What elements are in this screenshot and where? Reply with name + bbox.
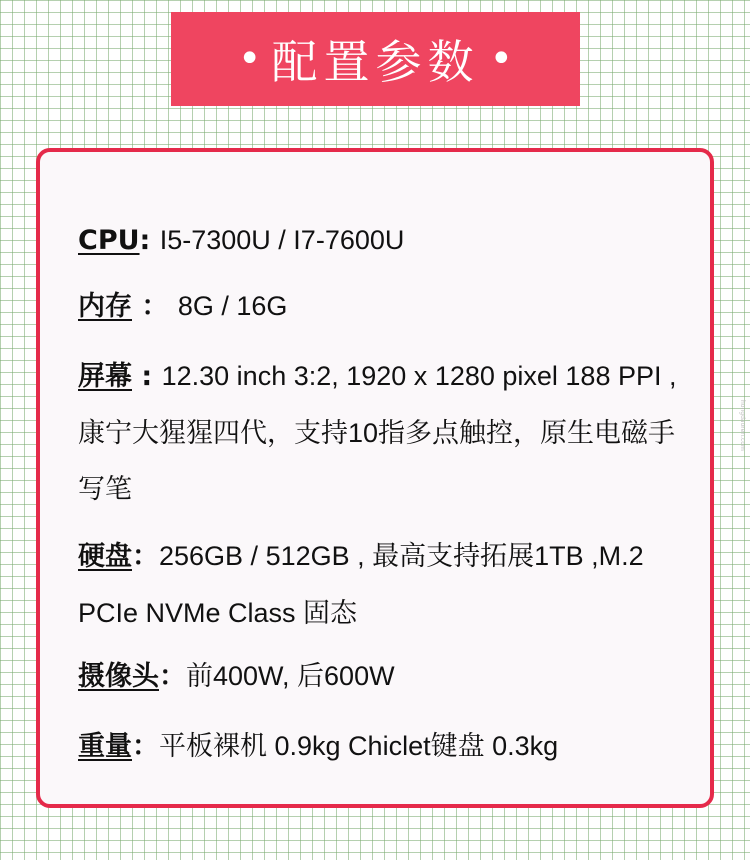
- spec-label: 硬盘: [78, 541, 132, 572]
- spec-separator: ：: [132, 541, 159, 572]
- spec-value: 前400W, 后600W: [186, 661, 395, 691]
- page-title: 配置参数: [271, 35, 480, 89]
- spec-weight: [78, 718, 678, 775]
- spec-label: 内存: [78, 291, 132, 322]
- spec-label: 摄像头: [78, 661, 159, 692]
- spec-label: 屏幕: [78, 361, 132, 392]
- spec-value: 12.30 inch 3:2, 1920 x 1280 pixel 188 PPI ,康宁大猩猩四代，支持10指多点触控，原生电磁手写笔: [78, 361, 677, 504]
- spec-screen: [78, 348, 678, 517]
- spec-separator: ：: [132, 291, 178, 322]
- spec-value: 8G / 16G: [177, 291, 288, 321]
- spec-separator: ：: [159, 661, 186, 692]
- spec-value: 256GB / 512GB , 最高支持拓展1TB ,M.2 PCIe NVMe Class 固态: [78, 541, 644, 628]
- title-left-dot: •: [237, 36, 262, 82]
- spec-value: I5-7300U / I7-7600U: [159, 225, 405, 255]
- spec-storage: [78, 528, 678, 641]
- spec-separator: :: [132, 361, 162, 392]
- spec-label: CPU: [78, 225, 140, 256]
- spec-cpu: [78, 212, 678, 269]
- spec-panel: [36, 148, 714, 808]
- spec-value: 平板裸机 0.9kg Chiclet键盘 0.3kg: [159, 731, 559, 761]
- spec-camera: [78, 648, 678, 705]
- spec-label: 重量: [78, 731, 132, 762]
- spec-separator: :: [139, 225, 160, 256]
- spec-memory: [78, 278, 678, 335]
- side-watermark: hongdaoren.com: [739, 400, 746, 451]
- title-right-dot: •: [489, 36, 514, 82]
- spec-separator: ：: [132, 731, 159, 762]
- title-banner: [171, 12, 580, 106]
